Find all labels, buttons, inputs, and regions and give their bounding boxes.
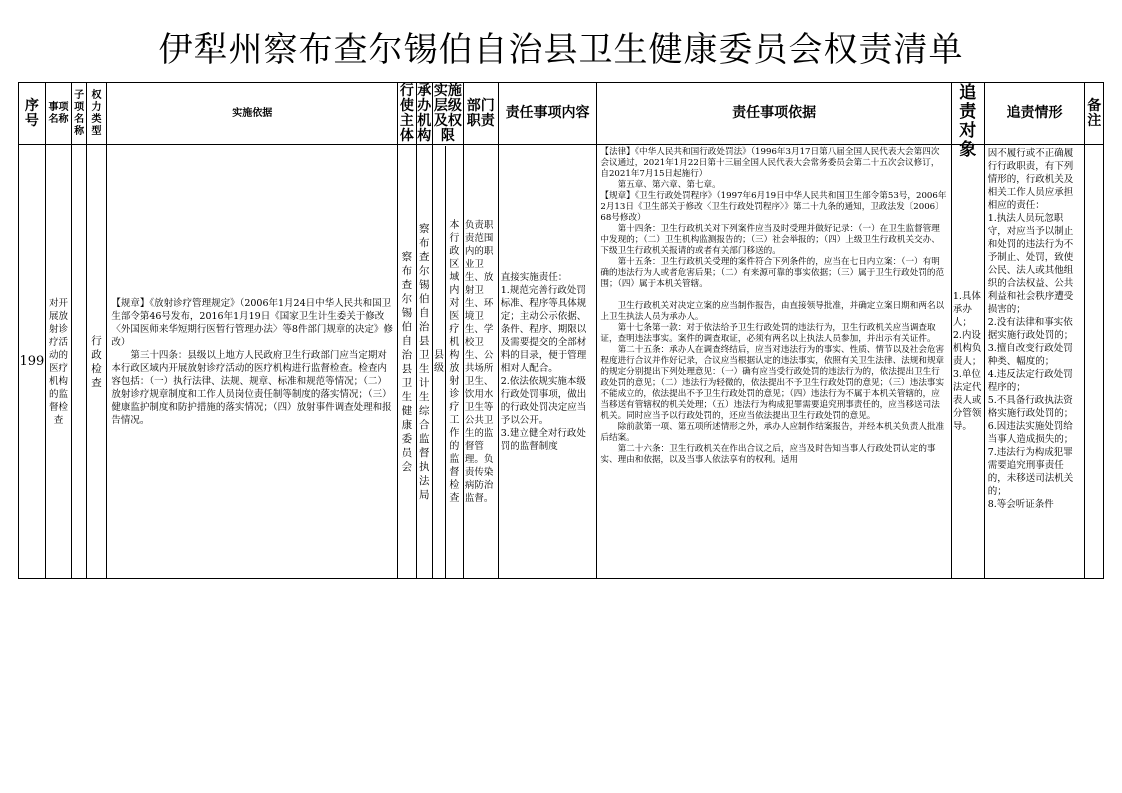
cell-accountability: 因不履行或不正确履行行政职责，有下列情形的，行政机关及相关工作人员应承担相应的责任： 1.执法人员玩忽职守，对应当予以制止和处罚的违法行为不予制止、处罚，致使公民、法人或其他组织的合法权益、公共利益和社会秩序遭受损害的； 2.没有法律和事实依据实施行政处罚的； 3.擅自改变行政处罚种类、幅度的； 4.违反法定行政处罚程序的； 5.不具备行政执法资格实施行政处罚的； 6.因违法实施处罚给当事人造成损失的； 7.违法行为构成犯罪需要追究刑事责任的，未移送司法机关的； 8.等会听证条件 [984,145,1085,579]
header-duty-content: 责任事项内容 [498,83,597,145]
cell-department-duty: 负责职责范围内的职业卫生、放射卫生、环境卫生、学校卫生、公共场所卫生、饮用水卫生等公共卫生的监督管理。负责传染病防治监督。 [463,145,498,579]
header-seq: 序号 [19,83,46,145]
cell-subject: 察布查尔锡伯自治县卫生健康委员会 [398,145,416,579]
header-item-name: 事项名称 [45,83,72,145]
cell-basis: 【规章】《放射诊疗管理规定》（2006年1月24日中华人民共和国卫生部令第46号发布，2016年1月19日《国家卫生计生委关于修改〈外国医师来华短期行医暂行管理办法〉等8件部门规章的决定》修改） 第三十四条：县级以上地方人民政府卫生行政部门应当定期对本行政区域内开展放射诊疗活动的医疗机构进行监督检查。检查内容包括：（一）执行法律、法规、规章、标准和规范等情况；（二）放射诊疗规章制度和工作人员岗位责任制等制度的落实情况；（三）健康监护制度和防护措施的落实情况；（四）放射事件调查处理和报告情况。 [107,145,398,579]
cell-level: 县级 本行政区域内对医疗机构放射诊疗工作的监督检查 [433,145,464,579]
header-duty-basis: 责任事项依据 [597,83,951,145]
cell-accountable: 1.具体承办人； 2.内设机构负责人； 3.单位法定代表人或分管领导。 [951,145,984,579]
header-remark: 备注 [1085,83,1104,145]
table-row [19,145,1104,579]
cell-item-name: 对开展放射诊疗活动的医疗机构的监督检查 [45,145,72,579]
header-undertaker: 承办机构 [417,82,432,144]
cell-undertaker: 察布查尔锡伯自治县卫生计生综合监督执法局 [416,145,432,579]
cell-remark [1085,145,1104,579]
cell-duty-basis: 【法律】《中华人民共和国行政处罚法》（1996年3月17日第八届全国人民代表大会第四次会议通过，2021年1月22日第十三届全国人民代表大会常务委员会第二十五次会议修订，自2021年7月15日起施行） 第五章、第六章、第七章。 【规章】《卫生行政处罚程序》（1997年6月19日中华人民共和国卫生部令第53号，2006年 2月13日《卫生部关于修改〈卫生行政处罚程序〉》第二十九条的通知，卫政法发〔2006〕68号修改） 第十四条：卫生行政机关对下列案件应当及时受理并做好记录：（一）在卫生监督管理中发现的；（二）卫生机构监测报告的；（三）社会举报的；（四）上级卫生行政机关交办、下级卫生行政机关报请的或者有关部门移送的。 第十五条：卫生行政机关受理的案件符合下列条件的，应当在七日内立案：（一）有明确的违法行为人或者危害后果；（二）有来源可靠的事实依据；（三）属于卫生行政处罚的范围；（四）属于本机关管辖。 卫生行政机关对决定立案的应当制作报告，由直接领导批准，并确定立案日期和两名以上卫生执法人员为承办人。 第十七条第一款：对于依法给予卫生行政处罚的违法行为，卫生行政机关应当调查取证，查明违法事实。案件的调查取证，必须有两名以上执法人员参加，并出示有关证件。 第二十五条：承办人在调查终结后，应当对违法行为的事实、性质、情节以及社会危害程度进行合议并作好记录，合议应当根据认定的违法事实，依照有关卫生法律、法规和规章的规定分别提出下列处理意见：（一）确有应当受行政处罚的违法行为的，依法提出卫生行政处罚的意见；（二）违法行为轻微的，依法提出不予卫生行政处罚的意见；（三）违法事实不能成立的，依法提出不予卫生行政处罚的意见；（四）违法行为不属于本机关管辖的，应当移送有管辖权的机关处理；（五）违法行为构成犯罪需要追究刑事责任的，应当移送司法机关。同时应当予以行政处罚的，还应当依法提出卫生行政处罚的意见。 除前款第一项、第五项所述情形之外，承办人应制作结案报告，并经本机关负责人批准后结案。 第二十六条：卫生行政机关在作出合议之后，应当及时告知当事人行政处罚认定的事实、理由和依据，以及当事人依法享有的权利。适用 [597,145,951,579]
cell-power-type: 行政检查 [86,145,107,579]
header-accountable: 追责对象 [951,83,984,145]
cell-sub-item [72,145,86,579]
header-basis: 实施依据 [107,83,398,145]
header-power-type: 权力类型 [86,83,107,145]
page-title: 伊犁州察布查尔锡伯自治县卫生健康委员会权责清单 [158,30,964,70]
cell-seq: 199 [19,145,46,579]
header-level: 实施层级及权限 [433,82,462,144]
header-row [19,83,1104,145]
header-subject: 行使主体 [398,83,416,145]
header-sub-item: 子项名称 [72,83,86,145]
duty-list-table [18,82,1104,579]
header-accountability: 追责情形 [984,83,1085,145]
header-department-duty: 部门职责 [463,83,498,145]
cell-duty-content: 直接实施责任： 1.规范完善行政处罚标准、程序等具体规定；主动公示依据、条件、程序、期限以及需要提交的全部材料的目录，便于管理相对人配合。 2.依法依规实施本级行政处罚事项，做出的行政处罚决定应当予以公开。 3.建立健全对行政处罚的监督制度 [498,145,597,579]
